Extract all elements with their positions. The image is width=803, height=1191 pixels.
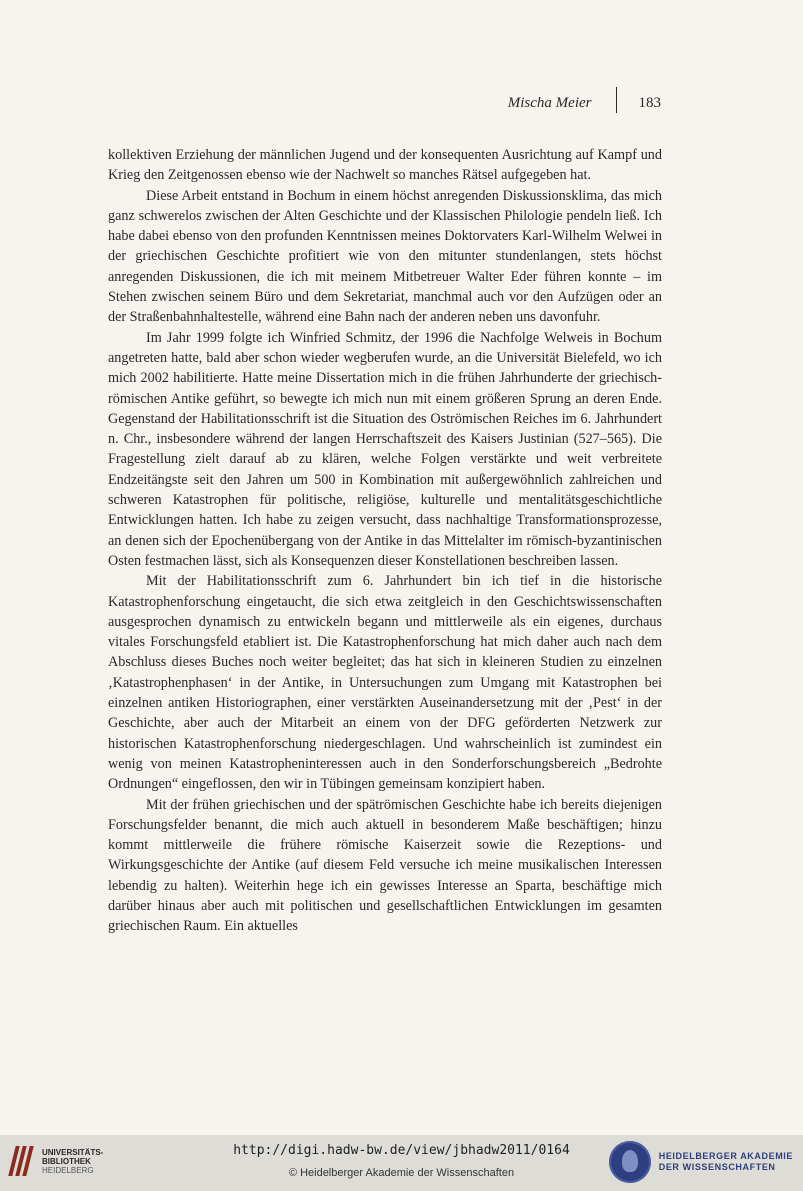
academy-name: HEIDELBERGER AKADEMIE DER WISSENSCHAFTEN xyxy=(658,1151,793,1172)
body-text xyxy=(108,145,662,937)
paragraph: Im Jahr 1999 folgte ich Winfried Schmitz, der 1996 die Nachfolge Welweis in Bochum angetreten hatte, bald aber schon wieder wegberufen wurde, an die Universität Bielefeld, wo ich mich 2002 habilitierte. Hatte meine Dissertation mich in die frühen Jahrhunderte der griechisch-römischen Antike geführt, so bewegte ich mich nun mit einem größeren Sprung an deren Ende. Gegenstand der Habilitationsschrift ist die Situation des Oströmischen Reiches im 6. Jahrhundert n. Chr., insbesondere während der langen Herrschaftszeit des Kaisers Justinian (527–565). Die Fragestellung zielt darauf ab zu klären, welche Folgen verstärkte und weit verbreitete Endzeitängste seit den Jahren um 500 in Kombination mit außergewöhnlich zahlreichen und schweren Katastrophen für politische, religiöse, kulturelle und mentalitätsgeschichtliche Entwicklungen hatten. Ich habe zu zeigen versucht, dass nachhaltige Transformationsprozesse, an denen sich der Epochenübergang von der Antike in das Mittelalter im römisch-byzantinischen Osten festmachen lässt, sich als Konsequenzen dieser Konstellationen beschreiben lassen. xyxy=(108,329,662,569)
copyright-notice: © Heidelberger Akademie der Wissenschaften xyxy=(288,1167,515,1179)
document-url-link[interactable]: http://digi.hadw-bw.de/view/jbhadw2011/0164 xyxy=(233,1143,570,1158)
paragraph: Diese Arbeit entstand in Bochum in einem höchst anregenden Diskussionsklima, das mich ganz schwerelos zwischen der Alten Geschichte und der Klassischen Philologie pendeln ließ. Ich habe dabei ebenso von den profunden Kenntnissen meines Doktorvaters Karl-Wilhelm Welwei in der griechischen Geschichte profitiert wie von den mitunter stundenlangen, stets höchst anregenden Diskussionen, die ich mit meinem Mitbetreuer Walter Eder führen konnte – im Stehen zwischen seinem Büro und dem Sekretariat, manchmal auch vor den Aufzügen oder an der Straßenbahnhaltestelle, während eine Bahn nach der anderen neben uns davonfuhr. xyxy=(108,187,662,326)
paragraph: Mit der Habilitationsschrift zum 6. Jahrhundert bin ich tief in die historische Katastrophenforschung eingetaucht, die sich etwa zeitgleich in den Geschichtswissenschaften ausgesprochen dynamisch zu entwickeln begann und mittlerweile als ein eigenes, durchaus vitales Forschungsfeld etabliert ist. Die Katastrophenforschung hat mich daher auch nach dem Abschluss dieses Buches noch weiter begleitet; das hat sich in kleineren Studien zu einzelnen ‚Katastrophenphasen‘ in der Antike, in Untersuchungen zum Umgang mit Katastrophen bei einzelnen antiken Historiographen, einer verstärkten Auseinandersetzung mit der ‚Pest‘ in der Geschichte, aber auch der Mitarbeit an einem von der DFG geförderten Netzwerk zur historischen Katastrophenforschung niedergeschlagen. Und wahrscheinlich ist zumindest ein wenig von meinen Katastropheninteressen auch in den Sonderforschungsbereich „Bedrohte Ordnungen“ eingeflossen, den wir in Tübingen gemeinsam konzipiert haben. xyxy=(108,573,662,793)
header-divider xyxy=(616,87,617,113)
library-name: UNIVERSITÄTS- BIBLIOTHEK HEIDELBERG xyxy=(42,1147,104,1175)
academy-seal-icon xyxy=(609,1141,651,1183)
running-header xyxy=(508,90,661,116)
academy-logo[interactable] xyxy=(609,1141,793,1183)
page-number: 183 xyxy=(638,94,661,111)
header-author: Mischa Meier xyxy=(507,94,592,111)
paragraph: kollektiven Erziehung der männlichen Jugend und der konsequenten Ausrichtung auf Kampf und Krieg den Zeitgenossen ebenso wie der Nachwelt so manches Rätsel aufgegeben hat. xyxy=(108,147,662,184)
viewer-footer xyxy=(0,1135,803,1191)
paragraph: Mit der frühen griechischen und der spätrömischen Geschichte habe ich bereits diejenigen Forschungsfelder benannt, die mich auch aktuell in besonderem Maße beschäftigen; hinzu kommt mittlerweile die frühere römische Kaiserzeit sowie die Rezeptions- und Wirkungsgeschichte der Antike (auf diesem Feld versuche ich meine musikalischen Interessen lebendig zu halten). Weiterhin hege ich ein gewisses Interesse an Sparta, beschäftige mich darüber hinaus aber auch mit politischen und gesellschaftlichen Entwicklungen im gesamten griechischen Raum. Ein aktuelles xyxy=(108,796,662,935)
